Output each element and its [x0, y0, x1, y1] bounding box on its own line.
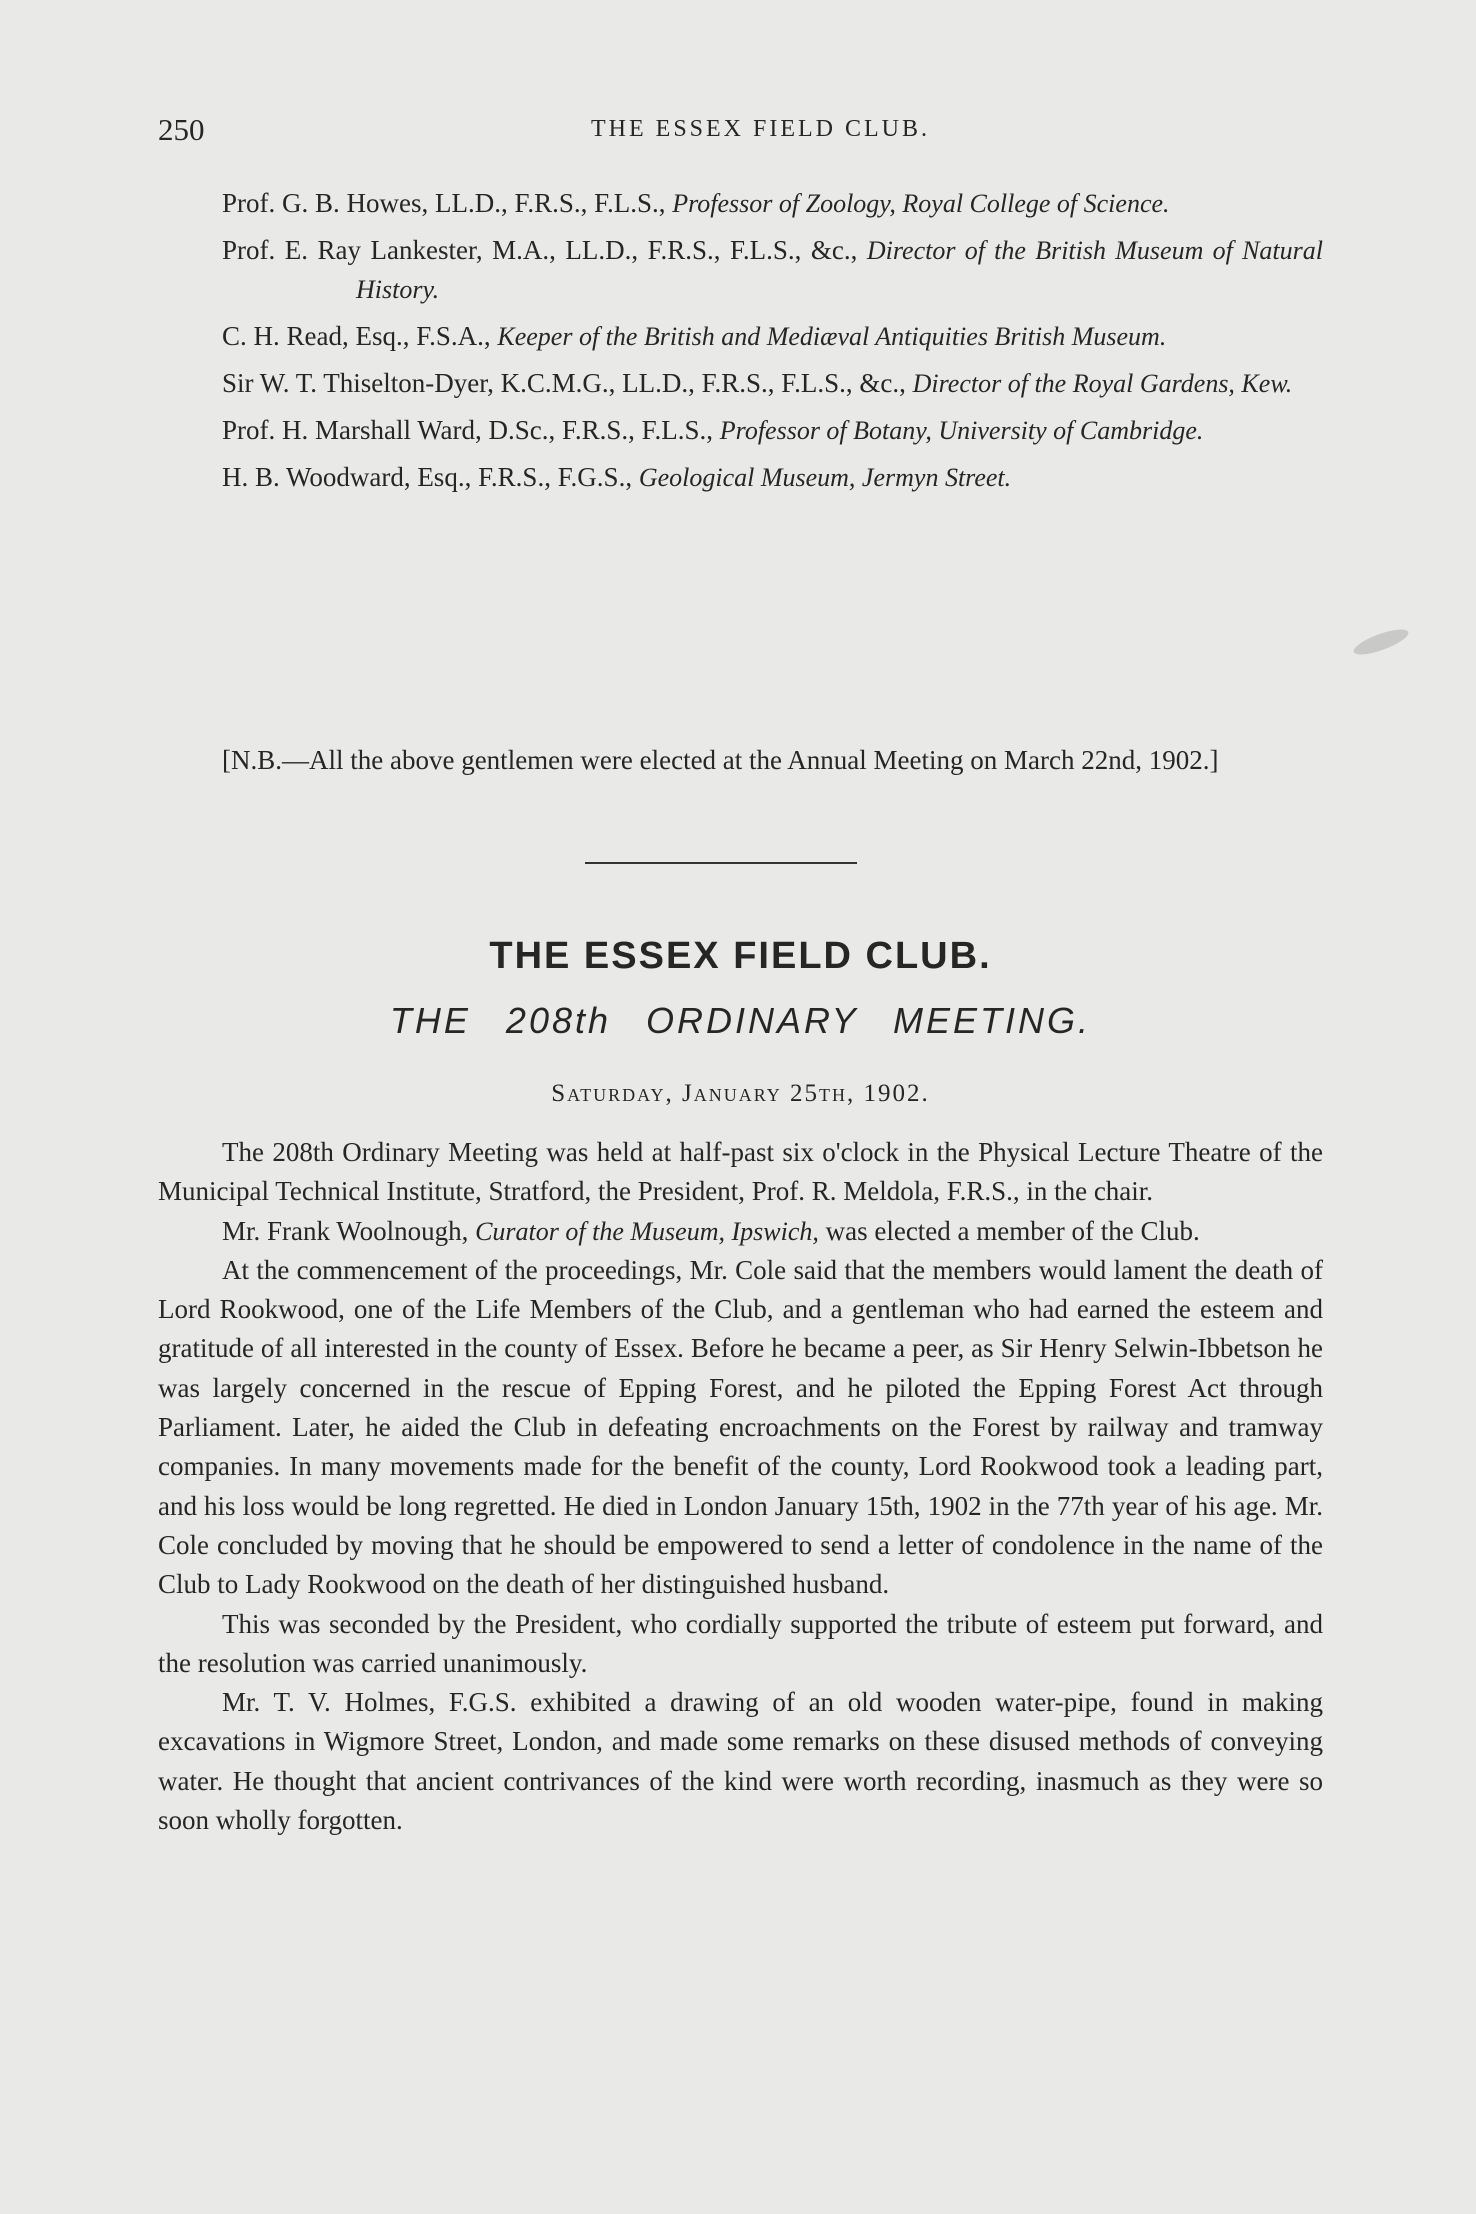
member-name: Prof. G. B. Howes, LL.D., F.R.S., F.L.S., [222, 188, 673, 218]
running-title: THE ESSEX FIELD CLUB. [591, 116, 930, 142]
ink-smudge [1351, 625, 1411, 660]
page-number: 250 [158, 112, 205, 147]
member-name: H. B. Woodward, Esq., F.R.S., F.G.S., [222, 462, 639, 492]
paragraph: At the commencement of the proceedings, Mr. Cole said that the members would lament the death of Lord Rookwood, one of the Life Members of the Club, and a gentleman who had earned the esteem and gratitude of all interested in the county of Essex. Before he became a peer, as Sir Henry Selwin-Ibbetson he was largely concerned in the rescue of Epping Forest, and he piloted the Epping Forest Act through Parliament. Later, he aided the Club in defeating encroachments on the Forest by railway and tramway companies. In many movements made for the benefit of the county, Lord Rookwood took a leading part, and his loss would be long regretted. He died in London January 15th, 1902 in the 77th year of his age. Mr. Cole concluded by moving that he should be empowered to send a letter of condolence in the name of the Club to Lady Rookwood on the death of her distinguished husband. [158, 1254, 1323, 1600]
member-name: Prof. H. Marshall Ward, D.Sc., F.R.S., F.L.S., [222, 415, 720, 445]
member-entry [158, 458, 1323, 497]
member-entry [158, 364, 1323, 403]
paragraph-text: Mr. Frank Woolnough, [222, 1215, 476, 1246]
paragraph: The 208th Ordinary Meeting was held at half-past six o'clock in the Physical Lecture Theatre of the Municipal Technical Institute, Stratford, the President, Prof. R. Meldola, F.R.S., in the chair. [158, 1137, 1323, 1207]
club-heading: THE ESSEX FIELD CLUB. [489, 935, 992, 977]
member-role: Keeper of the British and Mediæval Antiquities British Museum. [497, 322, 1167, 351]
member-list [158, 184, 1323, 505]
member-role: Director of the Royal Gardens, Kew. [912, 369, 1293, 398]
paragraph: This was seconded by the President, who cordially supported the tribute of esteem put forward, and the resolution was carried unanimously. [158, 1608, 1323, 1678]
member-role: Director of the British Museum of Natural History. [356, 236, 1323, 304]
meeting-date: Saturday, January 25th, 1902. [551, 1080, 930, 1107]
paragraph-text: was elected a member of the Club. [818, 1215, 1200, 1246]
member-entry [158, 184, 1323, 223]
member-name: Sir W. T. Thiselton-Dyer, K.C.M.G., LL.D., F.R.S., F.L.S., &c., [222, 368, 913, 398]
paragraph: Mr. T. V. Holmes, F.G.S. exhibited a drawing of an old wooden water-pipe, found in making excavations in Wigmore Street, London, and made some remarks on these disused methods of conveying water. He thought that ancient contrivances of the kind were worth recording, inasmuch as they were so soon wholly forgotten. [158, 1687, 1323, 1836]
paragraph [158, 1212, 1323, 1251]
member-entry [158, 411, 1323, 450]
member-entry [158, 231, 1323, 309]
member-role: Geological Museum, Jermyn Street. [638, 463, 1012, 492]
running-head [158, 112, 1323, 152]
meeting-heading: THE 208th ORDINARY MEETING. [389, 1000, 1092, 1041]
curator-title: Curator of the Museum, Ipswich, [475, 1216, 819, 1246]
election-note: [N.B.—All the above gentlemen were elected at the Annual Meeting on March 22nd, 1902.] [222, 745, 1219, 775]
member-entry [158, 317, 1323, 356]
member-name: C. H. Read, Esq., F.S.A., [222, 321, 498, 351]
member-role: Professor of Botany, University of Cambridge. [719, 416, 1204, 445]
member-name: Prof. E. Ray Lankester, M.A., LL.D., F.R.S., F.L.S., &c., [222, 235, 867, 265]
section-divider [585, 862, 857, 864]
meeting-report [158, 1133, 1323, 1840]
member-role: Professor of Zoology, Royal College of Science. [672, 189, 1170, 218]
